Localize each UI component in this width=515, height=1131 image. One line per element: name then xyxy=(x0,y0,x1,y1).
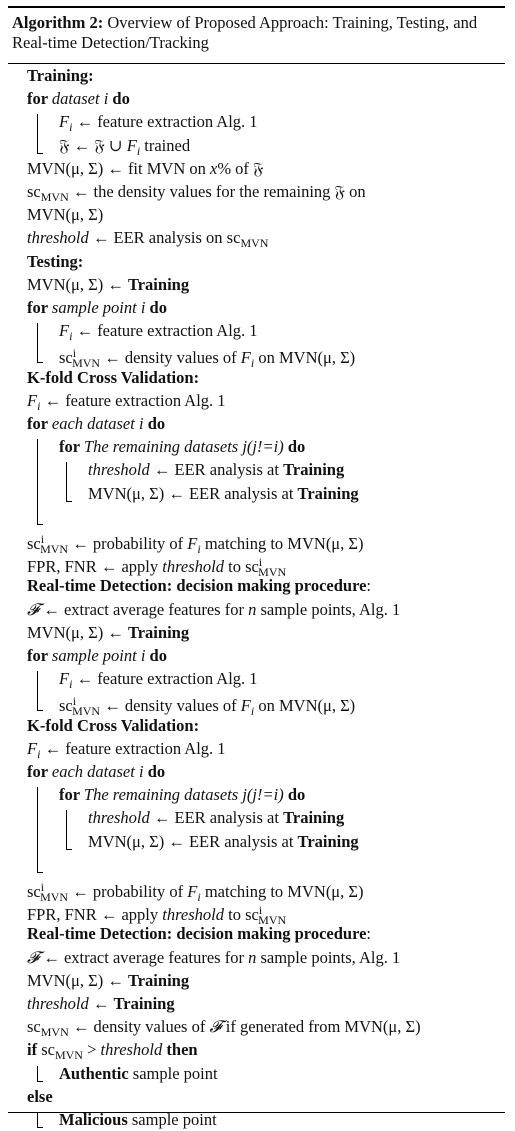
algorithm-token: sample point i xyxy=(51,298,150,317)
algorithm-token: ← EER analysis at xyxy=(149,808,284,828)
algorithm-token: do xyxy=(147,414,166,433)
algorithm-token: K-fold Cross Validation: xyxy=(27,715,200,735)
algorithm-token: sc xyxy=(27,534,41,553)
block-bracket-end xyxy=(37,1081,43,1082)
algorithm-line xyxy=(0,830,515,853)
algorithm-line-text xyxy=(27,992,175,1015)
algorithm-line-text xyxy=(27,412,165,435)
algorithm-line xyxy=(0,319,515,342)
algorithm-token: do xyxy=(287,785,306,805)
algorithm-token: sample points, Alg. 1 xyxy=(256,947,401,967)
algorithm-line-text xyxy=(27,1085,53,1108)
algorithm-token: sc xyxy=(27,182,41,201)
algorithm-token: sample point i xyxy=(51,646,150,665)
algorithm-token: MVN xyxy=(258,913,287,928)
algorithm-token: i xyxy=(250,356,255,371)
algorithm-line xyxy=(0,760,515,783)
caption-label: Algorithm 2: xyxy=(12,13,104,32)
algorithm-token: i xyxy=(136,143,141,158)
algorithm-token: MVN(μ, Σ) ← EER analysis at xyxy=(88,483,298,503)
algorithm-line xyxy=(0,505,515,528)
algorithm-line xyxy=(0,551,515,580)
block-bracket-end xyxy=(37,872,43,873)
algorithm-token: : xyxy=(366,924,372,944)
algorithm-token: i xyxy=(69,329,73,344)
algorithm-line xyxy=(0,1085,515,1108)
algorithm-line-text xyxy=(27,922,371,945)
algorithm-line xyxy=(0,899,515,928)
algorithm-token: ← EER analysis at xyxy=(149,460,284,480)
algorithm-caption xyxy=(12,13,492,53)
algorithm-token: to sc xyxy=(223,905,259,925)
algorithm-line xyxy=(0,621,515,644)
algorithm-token: sc xyxy=(59,696,73,716)
algorithm-token: MVN(μ, Σ) ← xyxy=(27,970,128,990)
algorithm-token: if generated from MVN(μ, Σ) xyxy=(221,1017,421,1037)
algorithm-token: 𝔉 ← 𝔉 ∪ xyxy=(59,135,127,155)
algorithm-token: MVN xyxy=(54,1048,83,1063)
algorithm-token: ← xyxy=(88,994,114,1013)
algorithm-line-text xyxy=(27,157,264,180)
algorithm-token: threshold xyxy=(88,808,150,828)
algorithm-token: i xyxy=(69,120,73,135)
algorithm-line xyxy=(0,273,515,296)
algorithm-token: Training: xyxy=(27,66,94,85)
algorithm-token: if xyxy=(27,1040,42,1060)
algorithm-token: MVN(μ, Σ) ← EER analysis at xyxy=(88,831,298,851)
block-bracket xyxy=(66,462,67,500)
block-bracket xyxy=(37,1112,38,1127)
algorithm-token: ← density values of xyxy=(100,696,241,716)
algorithm-token: for xyxy=(27,89,52,109)
algorithm-line-text xyxy=(27,621,189,644)
algorithm-token: i xyxy=(40,532,45,546)
algorithm-token: for xyxy=(27,646,52,665)
algorithm-token: ← feature extraction Alg. 1 xyxy=(72,669,258,689)
algorithm-line xyxy=(0,110,515,133)
algorithm-token: n xyxy=(248,599,257,619)
algorithm-token: matching to MVN(μ, Σ) xyxy=(200,882,364,901)
algorithm-token: i xyxy=(37,398,41,413)
algorithm-line-text xyxy=(27,87,130,110)
algorithm-line-text xyxy=(88,482,359,505)
algorithm-token: i xyxy=(69,677,73,692)
algorithm-token: ← EER analysis on sc xyxy=(88,228,241,248)
algorithm-token: ← extract average features for xyxy=(39,947,249,967)
algorithm-line-text xyxy=(27,946,400,969)
algorithm-token: ← the density values for the remaining 𝔉 on xyxy=(68,182,366,201)
algorithm-token: F xyxy=(59,112,70,132)
algorithm-token: F xyxy=(27,390,38,410)
algorithm-line-text xyxy=(27,598,400,621)
algorithm-token: i xyxy=(250,704,255,719)
algorithm-line xyxy=(0,946,515,969)
algorithm-token: MVN(μ, Σ) xyxy=(27,205,104,225)
algorithm-line-text xyxy=(27,969,189,992)
algorithm-token: i xyxy=(197,890,201,904)
algorithm-line xyxy=(0,1038,515,1061)
algorithm-line xyxy=(0,667,515,690)
algorithm-token: ← feature extraction Alg. 1 xyxy=(40,738,226,758)
algorithm-token: do xyxy=(149,646,167,665)
algorithm-token: FPR, FNR ← apply xyxy=(27,557,163,577)
algorithm-line xyxy=(0,296,515,319)
algorithm-line-text xyxy=(27,644,167,667)
algorithm-line xyxy=(0,342,515,371)
algorithm-line-text xyxy=(27,366,199,389)
algorithm-line xyxy=(0,366,515,389)
algorithm-line xyxy=(0,1015,515,1038)
algorithm-line xyxy=(0,598,515,621)
algorithm-line xyxy=(0,435,515,458)
algorithm-line-text xyxy=(59,435,305,458)
algorithm-token: > xyxy=(82,1040,101,1060)
algorithm-line xyxy=(0,389,515,412)
algorithm-line-text xyxy=(27,714,199,737)
algorithm-line xyxy=(0,157,515,180)
algorithm-token: Real-time Detection: decision making procedure xyxy=(27,576,367,596)
algorithm-token: MVN(μ, Σ) ← xyxy=(27,274,128,294)
algorithm-line xyxy=(0,714,515,737)
algorithm-token: MVN xyxy=(72,356,101,371)
block-bracket-end xyxy=(37,1127,43,1128)
algorithm-token: F xyxy=(59,321,70,341)
algorithm-line xyxy=(0,1062,515,1085)
algorithm-line-text xyxy=(27,760,165,783)
algorithm-token: F xyxy=(240,348,251,368)
algorithm-token: threshold xyxy=(162,557,224,577)
bottom-rule xyxy=(8,1112,505,1113)
algorithm-token: for xyxy=(27,762,52,781)
algorithm-line xyxy=(0,458,515,481)
algorithm-token: MVN xyxy=(40,542,69,556)
algorithm-line-text xyxy=(88,458,344,481)
algorithm-line xyxy=(0,482,515,505)
algorithm-token: 𝓕 xyxy=(209,1017,222,1037)
algorithm-line xyxy=(0,969,515,992)
algorithm-line xyxy=(0,64,515,87)
algorithm-line xyxy=(0,412,515,435)
block-bracket-end xyxy=(37,524,43,525)
algorithm-token: matching to MVN(μ, Σ) xyxy=(200,534,364,553)
block-bracket-end xyxy=(37,153,43,154)
algorithm-token: sample point xyxy=(128,1063,218,1083)
algorithm-token: MVN xyxy=(72,704,101,719)
algorithm-token: F xyxy=(126,135,137,155)
block-bracket xyxy=(37,1066,38,1081)
algorithm-token: F xyxy=(187,882,198,901)
block-bracket-end xyxy=(66,501,72,502)
block-bracket xyxy=(37,439,38,524)
algorithm-token: for xyxy=(59,437,84,457)
algorithm-token: MVN(μ, Σ) ← xyxy=(27,622,128,642)
algorithm-token: each dataset i xyxy=(51,762,148,781)
algorithm-token: else xyxy=(27,1086,53,1106)
block-bracket-end xyxy=(37,362,43,363)
algorithm-token: ← probability of xyxy=(68,882,188,901)
algorithm-token: F xyxy=(240,696,251,716)
algorithm-token: K-fold Cross Validation: xyxy=(27,367,200,387)
algorithm-token: Training xyxy=(127,622,190,642)
algorithm-token: threshold xyxy=(100,1040,163,1060)
top-rule xyxy=(8,6,505,8)
algorithm-line xyxy=(0,737,515,760)
block-bracket xyxy=(37,671,38,709)
algorithm-line-text xyxy=(88,806,344,829)
algorithm-token: sample points, Alg. 1 xyxy=(256,599,401,619)
algorithm-token: for xyxy=(27,298,52,317)
algorithm-token: Training xyxy=(127,274,190,294)
algorithm-token: : xyxy=(366,576,372,596)
algorithm-token: i xyxy=(258,555,263,570)
algorithm-token: do xyxy=(287,437,306,457)
algorithm-token: each dataset i xyxy=(51,414,148,433)
algorithm-token: x xyxy=(209,158,218,178)
algorithm-token: The remaining datasets j(j!=i) xyxy=(83,437,288,457)
algorithm-token: sc xyxy=(27,882,41,901)
algorithm-token: Training xyxy=(113,994,175,1013)
algorithm-token: Training xyxy=(283,460,345,480)
algorithm-token: i xyxy=(72,346,77,361)
caption-text: Overview of Proposed Approach: Training, Testing, and Real-time Detection/Tracking xyxy=(12,13,478,52)
algorithm-line xyxy=(0,690,515,719)
algorithm-line xyxy=(0,87,515,110)
algorithm-token: Real-time Detection: decision making procedure xyxy=(27,924,367,944)
algorithm-token: MVN(μ, Σ) ← fit MVN on xyxy=(27,158,210,178)
algorithm-token: ← extract average features for xyxy=(39,599,249,619)
algorithm-line xyxy=(0,644,515,667)
algorithm-token: ← density values of xyxy=(100,348,241,368)
algorithm-token: Authentic xyxy=(59,1063,129,1083)
algorithm-line xyxy=(0,528,515,556)
algorithm-token: Training xyxy=(283,808,345,828)
algorithm-token: ← feature extraction Alg. 1 xyxy=(40,390,226,410)
algorithm-token: threshold xyxy=(27,228,89,248)
algorithm-token: to sc xyxy=(223,557,259,577)
algorithm-line xyxy=(0,806,515,829)
algorithm-token: FPR, FNR ← apply xyxy=(27,905,163,925)
algorithm-token: MVN xyxy=(258,565,287,580)
algorithm-token: on MVN(μ, Σ) xyxy=(254,696,356,716)
algorithm-token: F xyxy=(59,669,70,689)
algorithm-token: ← probability of xyxy=(68,534,188,553)
algorithm-token: 𝓕 xyxy=(27,599,40,619)
algorithm-token: do xyxy=(147,762,166,781)
algorithm-token: sample point xyxy=(127,1110,217,1129)
algorithm-token: sc xyxy=(59,348,73,368)
algorithm-token: % of 𝔉 xyxy=(217,158,264,178)
algorithm-token: dataset i xyxy=(51,89,113,109)
algorithm-line xyxy=(0,134,515,157)
algorithm-token: threshold xyxy=(27,994,89,1013)
algorithm-token: trained xyxy=(140,135,191,155)
algorithm-line-text xyxy=(88,830,359,853)
algorithm-line-text xyxy=(27,273,189,296)
algorithm-line-text xyxy=(59,1062,218,1085)
algorithm-line xyxy=(0,574,515,597)
algorithm-line-text xyxy=(27,250,83,273)
algorithm-token: ← feature extraction Alg. 1 xyxy=(72,112,258,132)
algorithm-token: threshold xyxy=(162,905,224,925)
algorithm-line-text xyxy=(59,783,305,806)
algorithm-token: Training xyxy=(297,483,359,503)
algorithm-token: do xyxy=(149,298,167,317)
algorithm-line xyxy=(0,180,515,203)
algorithm-token: i xyxy=(72,694,77,709)
block-bracket-end xyxy=(37,710,43,711)
algorithm-line xyxy=(0,992,515,1015)
block-bracket xyxy=(37,114,38,152)
algorithm-token: on MVN(μ, Σ) xyxy=(254,348,356,368)
algorithm-line-text xyxy=(27,203,103,226)
algorithm-token: ← density values of xyxy=(68,1017,210,1037)
algorithm-token: for xyxy=(27,414,52,433)
algorithm-line xyxy=(0,203,515,226)
algorithm-token: n xyxy=(248,947,257,967)
algorithm-token: Training xyxy=(297,831,359,851)
algorithm-token: for xyxy=(59,785,84,805)
algorithm-token: Testing: xyxy=(27,251,84,271)
algorithm-token: Training xyxy=(127,970,190,990)
algorithm-token: sc xyxy=(27,1017,41,1037)
algorithm-token: MVN xyxy=(40,1025,69,1040)
algorithm-token: F xyxy=(187,534,198,553)
algorithm-line xyxy=(0,783,515,806)
algorithm-token: i xyxy=(37,746,41,761)
algorithm-token: sc xyxy=(41,1040,55,1060)
algorithm-line xyxy=(0,853,515,876)
block-bracket xyxy=(37,787,38,872)
algorithm-token: do xyxy=(112,89,130,109)
algorithm-token: MVN xyxy=(40,890,69,904)
algorithm-token: Malicious xyxy=(59,1110,128,1129)
algorithm-token: F xyxy=(27,738,38,758)
algorithm-line xyxy=(0,226,515,249)
algorithm-line xyxy=(0,250,515,273)
algorithm-line-text xyxy=(27,64,94,87)
algorithm-token: The remaining datasets j(j!=i) xyxy=(83,785,288,805)
algorithm-token: MVN xyxy=(240,236,269,251)
algorithm-token: ← feature extraction Alg. 1 xyxy=(72,321,258,341)
block-bracket xyxy=(37,323,38,361)
algorithm-token: threshold xyxy=(88,460,150,480)
block-bracket-end xyxy=(66,849,72,850)
algorithm-token: i xyxy=(258,903,263,918)
algorithm-line xyxy=(0,922,515,945)
algorithm-line xyxy=(0,876,515,904)
block-bracket xyxy=(66,810,67,848)
algorithm-line-text xyxy=(27,296,167,319)
algorithm-token: i xyxy=(197,542,201,556)
algorithm-token: then xyxy=(162,1040,198,1060)
algorithm-token: MVN xyxy=(40,190,69,204)
algorithm-token: 𝓕 xyxy=(27,947,40,967)
algorithm-token: i xyxy=(40,880,45,894)
algorithm-line-text xyxy=(27,574,371,597)
